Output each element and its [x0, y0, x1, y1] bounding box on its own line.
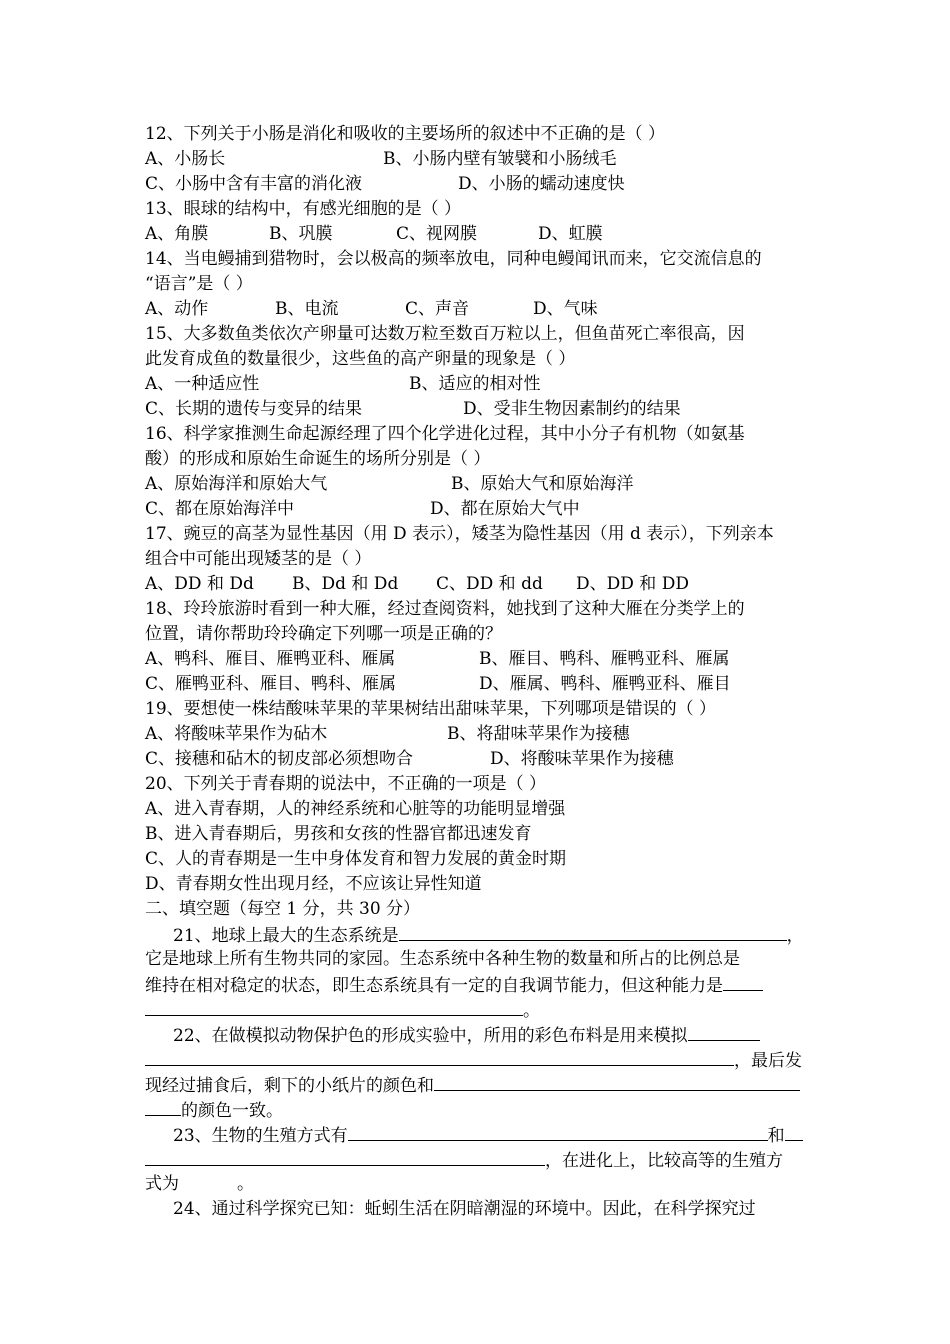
answer-blank[interactable]: [785, 1122, 803, 1141]
question-15-options-row2: [145, 397, 825, 422]
punctuation: ，: [786, 926, 804, 946]
answer-blank[interactable]: [348, 1122, 768, 1141]
question-17-options: [145, 572, 825, 597]
section-heading: 二、填空题（每空 1 分，共 30 分）: [145, 899, 421, 919]
answer-blank-cont[interactable]: [145, 1097, 181, 1116]
question-13-options: [145, 222, 825, 247]
option-d: D、虹膜: [538, 224, 603, 244]
option-b: B、适应的相对性: [409, 374, 541, 394]
question-23-text: 23、生物的生殖方式有: [173, 1126, 348, 1146]
answer-blank[interactable]: [399, 922, 787, 941]
question-23-text: 和: [767, 1126, 785, 1146]
question-20-stem: 20、下列关于青春期的说法中，不正确的一项是（ ）: [145, 774, 547, 794]
option-c: C、都在原始海洋中: [145, 499, 295, 519]
question-16-stem-cont: 酸）的形成和原始生命诞生的场所分别是（ ）: [145, 449, 491, 469]
question-14-options: [145, 297, 825, 322]
option-a: A、原始海洋和原始大气: [145, 474, 328, 494]
punctuation: 。: [237, 1174, 254, 1194]
question-14-stem-cont: “语言”是（ ）: [145, 274, 253, 294]
question-21-text: 21、地球上最大的生态系统是: [173, 926, 399, 946]
question-23-text: ，在进化上，比较高等的生殖方: [545, 1151, 783, 1171]
option-d: D、都在原始大气中: [430, 499, 580, 519]
question-18-stem: 18、玲玲旅游时看到一种大雁，经过查阅资料，她找到了这种大雁在分类学上的: [145, 599, 745, 619]
question-12-options-row2: [145, 172, 825, 197]
question-18-options-row1: [145, 647, 825, 672]
question-22-line2: [145, 1047, 825, 1072]
question-14-stem: 14、当电鳗捕到猎物时，会以极高的频率放电，同种电鳗闻讯而来，它交流信息的: [145, 249, 762, 269]
question-21-line2: 它是地球上所有生物共同的家园。生态系统中各种生物的数量和所占的比例总是: [145, 949, 740, 969]
answer-blank-cont[interactable]: [145, 997, 523, 1016]
punctuation: 。: [523, 1001, 540, 1021]
option-a: A、鸭科、雁目、雁鸭亚科、雁属: [145, 649, 396, 669]
option-c: C、声音: [405, 299, 470, 319]
option-b: B、原始大气和原始海洋: [451, 474, 634, 494]
question-23-line3: [145, 1172, 825, 1197]
answer-blank-cont[interactable]: [145, 1047, 734, 1066]
option-c: C、小肠中含有丰富的消化液: [145, 174, 363, 194]
option-d: D、青春期女性出现月经，不应该让异性知道: [145, 874, 482, 894]
question-22-text: 22、在做模拟动物保护色的形成实验中，所用的彩色布料是用来模拟: [173, 1026, 688, 1046]
question-22-text: 的颜色一致。: [181, 1101, 283, 1121]
question-15-stem-cont: 此发育成鱼的数量很少，这些鱼的高产卵量的现象是（ ）: [145, 349, 576, 369]
question-21-line1: [145, 922, 825, 947]
question-19-options-row2: [145, 747, 825, 772]
question-22-line3: [145, 1072, 825, 1097]
question-23-line2: [145, 1147, 825, 1172]
question-18-options-row2: [145, 672, 825, 697]
question-21-line4: [145, 997, 825, 1022]
option-a: A、进入青春期，人的神经系统和心脏等的功能明显增强: [145, 799, 566, 819]
option-b: B、进入青春期后，男孩和女孩的性器官都迅速发育: [145, 824, 532, 844]
option-c: C、长期的遗传与变异的结果: [145, 399, 363, 419]
option-a: A、角膜: [145, 224, 209, 244]
option-c: C、接穗和砧木的韧皮部必须想吻合: [145, 749, 414, 769]
question-13-stem: 13、眼球的结构中，有感光细胞的是（ ）: [145, 199, 462, 219]
question-23-line1: [145, 1122, 825, 1147]
option-b: B、雁目、鸭科、雁鸭亚科、雁属: [479, 649, 730, 669]
question-16-stem: 16、科学家推测生命起源经理了四个化学进化过程，其中小分子有机物（如氨基: [145, 424, 745, 444]
option-b: B、小肠内壁有皱襞和小肠绒毛: [383, 149, 617, 169]
question-22-text: ，最后发: [734, 1051, 802, 1071]
question-12-options-row1: [145, 147, 825, 172]
option-a: A、将酸味苹果作为砧木: [145, 724, 328, 744]
option-d: D、将酸味苹果作为接穗: [490, 749, 674, 769]
question-21-text: 维持在相对稳定的状态，即生态系统具有一定的自我调节能力，但这种能力是: [145, 976, 723, 996]
question-22-text: 现经过捕食后，剩下的小纸片的颜色和: [145, 1076, 434, 1096]
answer-blank[interactable]: [688, 1022, 760, 1041]
option-a: A、一种适应性: [145, 374, 260, 394]
option-d: D、气味: [533, 299, 598, 319]
question-21-line3: [145, 972, 825, 997]
answer-blank[interactable]: [434, 1072, 800, 1091]
question-16-options-row1: [145, 472, 825, 497]
option-a: A、小肠长: [145, 149, 226, 169]
option-b: B、电流: [275, 299, 339, 319]
question-24-line1: 24、通过科学探究已知：蚯蚓生活在阴暗潮湿的环境中。因此，在科学探究过: [173, 1199, 756, 1219]
question-23-text: 式为: [145, 1174, 179, 1194]
question-22-line4: [145, 1097, 825, 1122]
option-a: A、DD 和 Dd: [145, 574, 254, 594]
option-c: C、视网膜: [396, 224, 478, 244]
option-d: D、受非生物因素制约的结果: [463, 399, 681, 419]
question-19-stem: 19、要想使一株结酸味苹果的苹果树结出甜味苹果，下列哪项是错误的（ ）: [145, 699, 717, 719]
option-c: C、人的青春期是一生中身体发育和智力发展的黄金时期: [145, 849, 567, 869]
question-16-options-row2: [145, 497, 825, 522]
option-b: B、将甜味苹果作为接穗: [447, 724, 630, 744]
option-d: D、DD 和 DD: [576, 574, 689, 594]
question-17-stem-cont: 组合中可能出现矮茎的是（ ）: [145, 549, 372, 569]
question-18-stem-cont: 位置，请你帮助玲玲确定下列哪一项是正确的？: [145, 624, 502, 644]
question-19-options-row1: [145, 722, 825, 747]
question-12-stem: 12、下列关于小肠是消化和吸收的主要场所的叙述中不正确的是（ ）: [145, 124, 666, 144]
option-d: D、小肠的蠕动速度快: [458, 174, 625, 194]
answer-blank[interactable]: [723, 972, 763, 991]
question-15-options-row1: [145, 372, 825, 397]
question-22-line1: [145, 1022, 825, 1047]
question-17-stem: 17、豌豆的高茎为显性基因（用 D 表示），矮茎为隐性基因（用 d 表示），下列亲本: [145, 524, 774, 544]
option-b: B、Dd 和 Dd: [292, 574, 399, 594]
option-b: B、巩膜: [269, 224, 333, 244]
option-c: C、DD 和 dd: [436, 574, 543, 594]
option-c: C、雁鸭亚科、雁目、鸭科、雁属: [145, 674, 397, 694]
question-15-stem: 15、大多数鱼类依次产卵量可达数万粒至数百万粒以上，但鱼苗死亡率很高，因: [145, 324, 745, 344]
answer-blank-cont[interactable]: [145, 1147, 545, 1166]
option-a: A、动作: [145, 299, 209, 319]
option-d: D、雁属、鸭科、雁鸭亚科、雁目: [479, 674, 731, 694]
